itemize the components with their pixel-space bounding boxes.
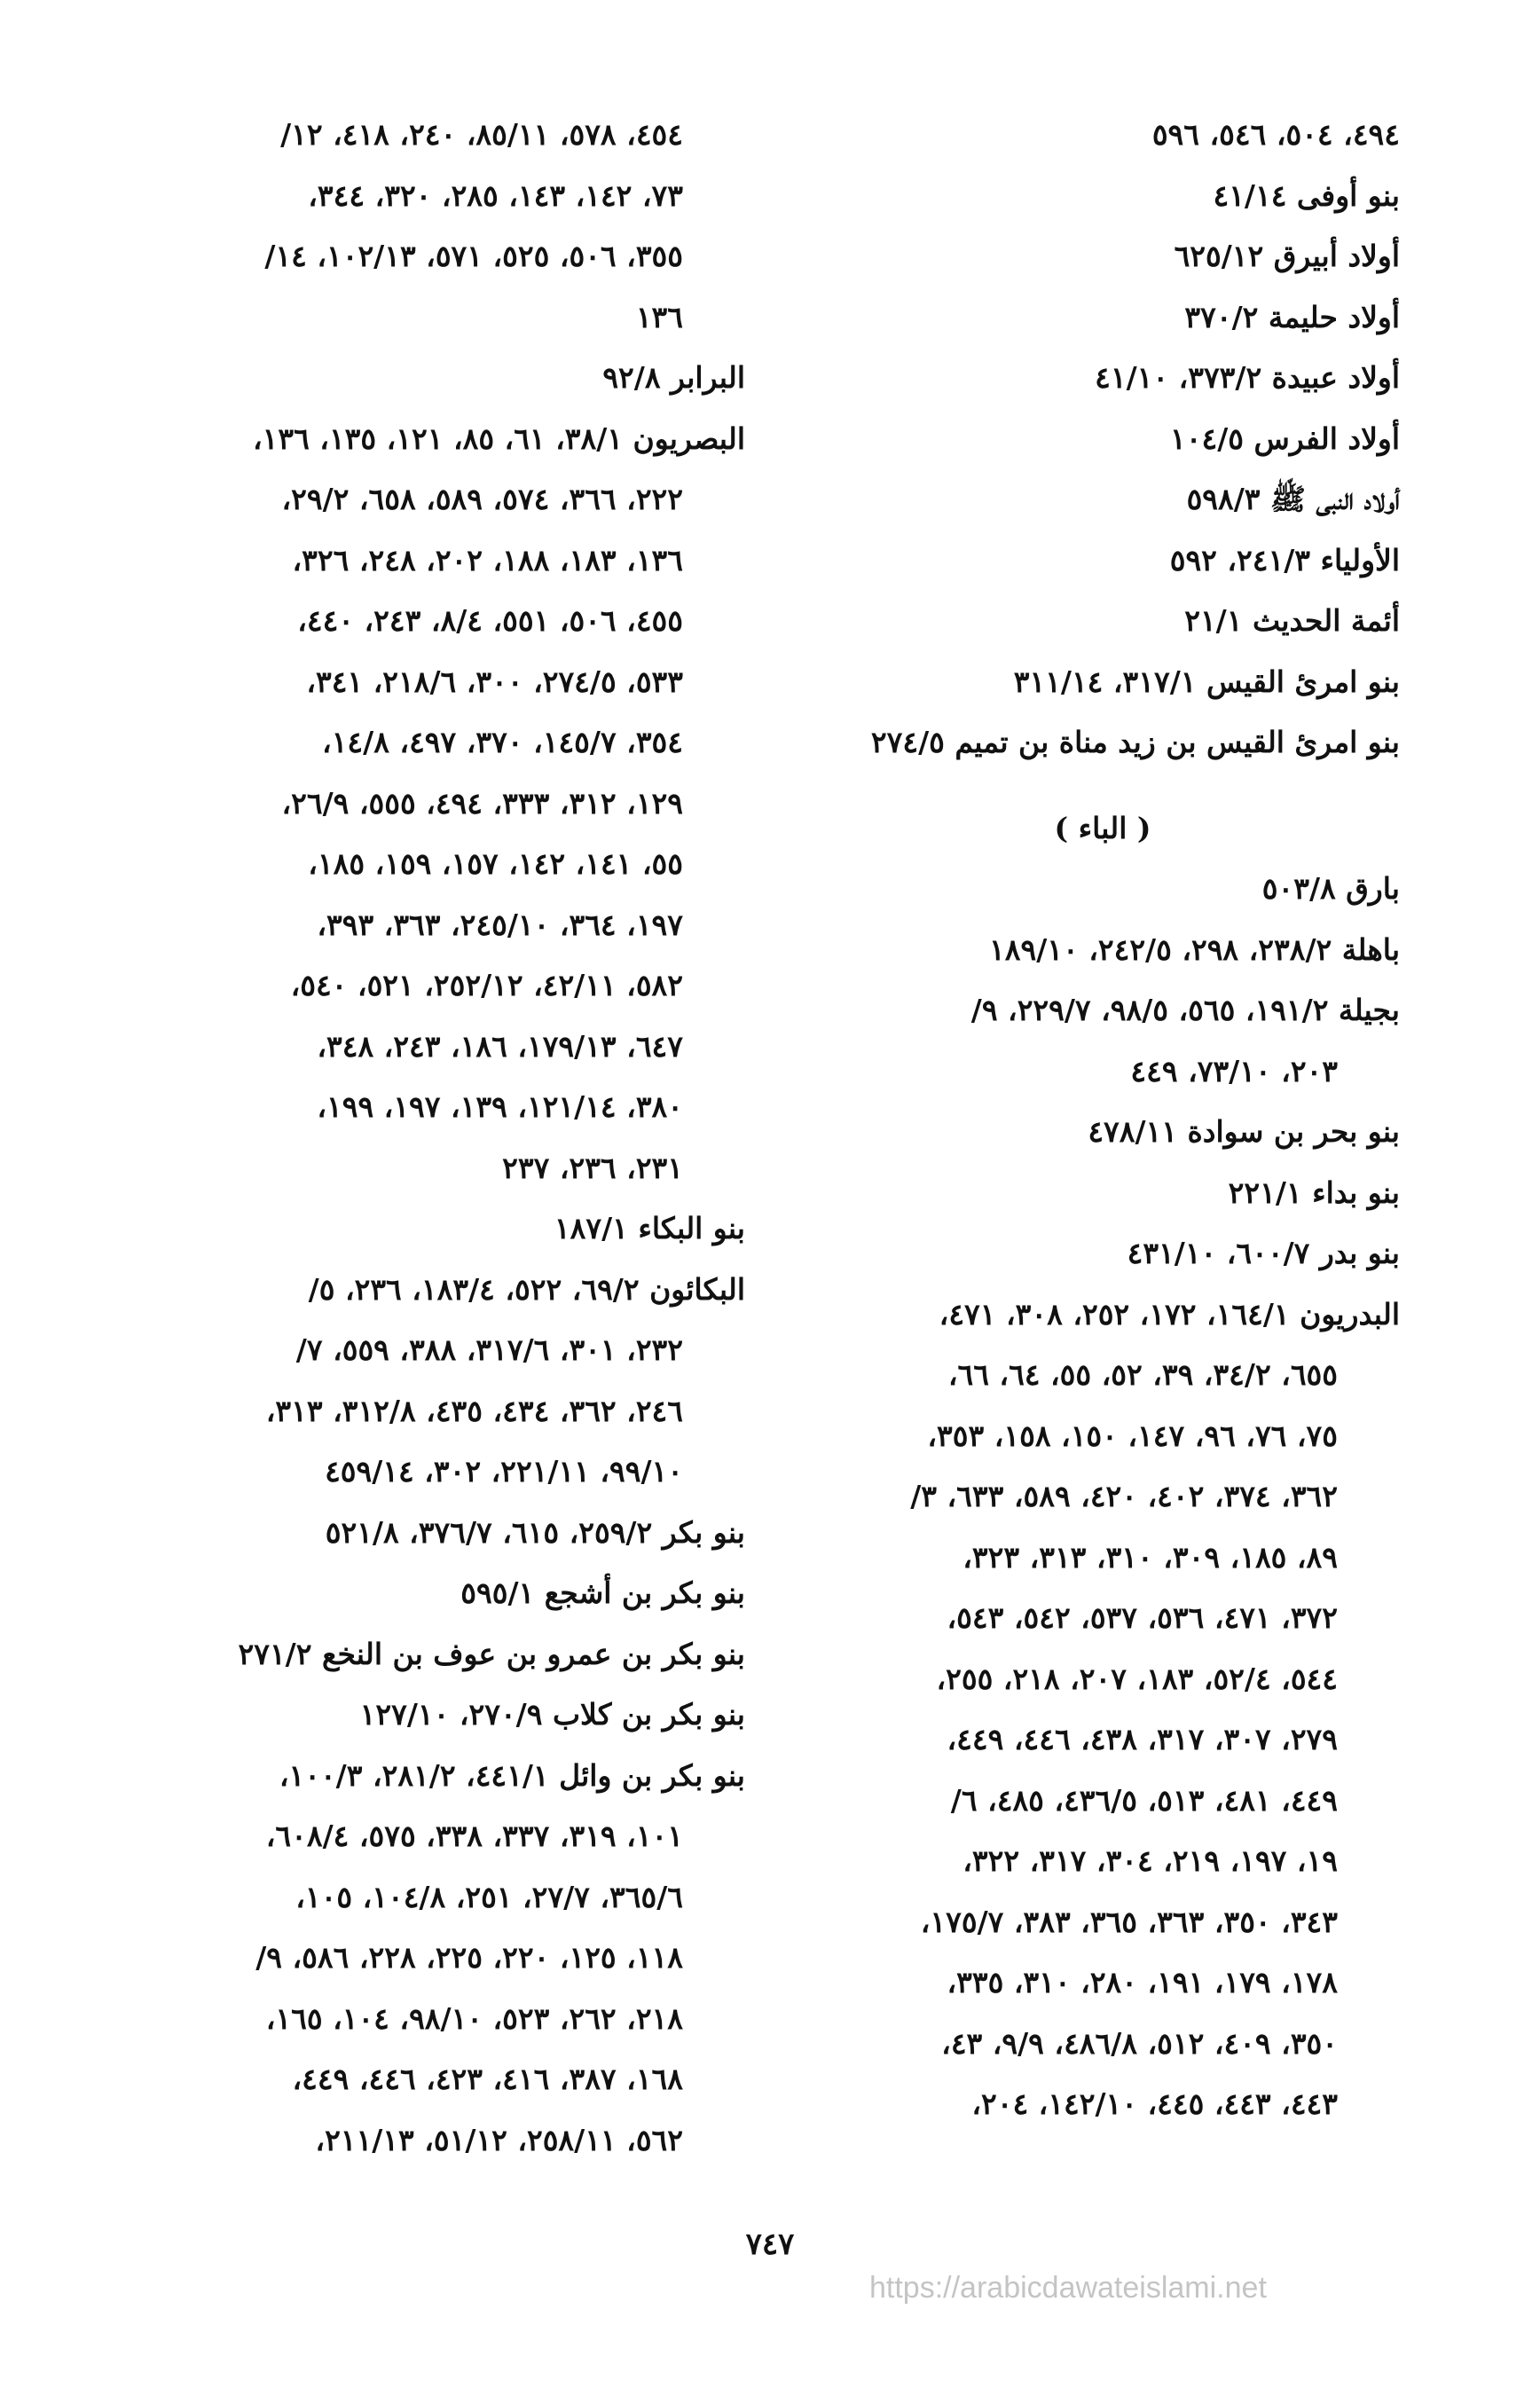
index-continuation: ٣٦٥/٦، ٢٧/٧، ٢٥١، ١٠٤/٨، ١٠٥، (295, 1879, 683, 1914)
index-entry: بنو بكر بن عمرو بن عوف بن النخع ٢٧١/٢ (238, 1636, 745, 1671)
index-entry: أئمة الحديث ٢١/١ (1184, 603, 1400, 638)
section-heading-ba: ( الباء ) (1054, 810, 1151, 845)
index-entry: أولاد عبيدة ٣٧٣/٢، ٤١/١٠ (1095, 360, 1400, 395)
index-entry: باهلة ٢٣٨/٢، ٢٩٨، ٢٤٢/٥، ١٨٩/١٠ (989, 931, 1400, 967)
index-entry: البصريون ٣٨/١، ٦١، ٨٥، ١٢١، ١٣٥، ١٣٦، (252, 420, 745, 456)
index-entry: بنو امرئ القيس بن زيد مناة بن تميم ٢٧٤/٥ (870, 725, 1400, 759)
index-continuation: ٣٥٥، ٥٠٦، ٥٢٥، ٥٧١، ١٠٢/١٣، ١٤/ (264, 239, 683, 273)
index-continuation: ٣٨٠، ١٢١/١٤، ١٣٩، ١٩٧، ١٩٩، (317, 1089, 683, 1124)
index-entry: بنو بكر بن وائل ٤٤١/١، ٢٨١/٢، ١٠٠/٣، (279, 1757, 745, 1793)
index-continuation: ١٣٦ (635, 299, 683, 334)
index-entry: أولاد حليمة ٣٧٠/٢ (1184, 299, 1400, 334)
index-continuation: ٤٥٤، ٥٧٨، ٨٥/١١، ٢٤٠، ٤١٨، ١٢/ (280, 117, 683, 152)
index-continuation: ١٩، ١٩٧، ٢١٩، ٣٠٤، ٣١٧، ٣٢٢، (962, 1843, 1338, 1878)
index-continuation: ٢٣٢، ٣٠١، ٣١٧/٦، ٣٨٨، ٥٥٩، ٧/ (295, 1332, 683, 1367)
page-number: ٧٤٧ (745, 2227, 795, 2262)
index-continuation: ٢٤٦، ٣٦٢، ٤٣٤، ٤٣٥، ٣١٢/٨، ٣١٣، (265, 1393, 683, 1428)
index-entry: أولاد النبى ﷺ ٥٩٨/٣ (1186, 482, 1400, 516)
index-continuation: ٢٠٣، ٧٣/١٠، ٤٤٩ (1130, 1053, 1338, 1088)
watermark-url: https://arabicdawateislami.net (869, 2271, 1267, 2305)
index-continuation: ٣٥٤، ١٤٥/٧، ٣٧٠، ٤٩٧، ١٤/٨، (322, 725, 683, 759)
index-entry: بنو بكر بن أشجع ٥٩٥/١ (460, 1575, 745, 1610)
index-entry: الأولياء ٢٤١/٣، ٥٩٢ (1169, 542, 1400, 577)
index-continuation: ٧٥، ٧٦، ٩٦، ١٤٧، ١٥٠، ١٥٨، ٣٥٣، (927, 1418, 1338, 1453)
index-column-right (805, 105, 1400, 2135)
index-entry: البدريون ١٦٤/١، ١٧٢، ٢٥٢، ٣٠٨، ٤٧١، (939, 1296, 1400, 1332)
index-continuation: ٤٩٤، ٥٠٤، ٥٤٦، ٥٩٦ (1151, 117, 1400, 152)
index-continuation: ٢٢٢، ٣٦٦، ٥٧٤، ٥٨٩، ٦٥٨، ٢٩/٢، (281, 482, 683, 516)
index-continuation: ٢١٨، ٢٦٢، ٥٢٣، ٩٨/١٠، ١٠٤، ١٦٥، (265, 2000, 683, 2036)
index-entry: بنو بحر بن سوادة ٤٧٨/١١ (1088, 1114, 1400, 1149)
index-continuation: ١٣٦، ١٨٣، ١٨٨، ٢٠٢، ٢٤٨، ٣٢٦، (292, 542, 683, 577)
index-continuation: ١١٨، ١٢٥، ٢٢٠، ٢٢٥، ٢٢٨، ٥٨٦، ٩/ (255, 1940, 683, 1975)
index-continuation: ٥٦٢، ٢٥٨/١١، ٥١/١٢، ٢١١/١٣، (315, 2122, 683, 2157)
index-continuation: ١٢٩، ٣١٢، ٣٣٣، ٤٩٤، ٥٥٥، ٢٦/٩، (281, 785, 683, 821)
index-continuation: ١٩٧، ٣٦٤، ٢٤٥/١٠، ٣٦٣، ٣٩٣، (317, 907, 683, 942)
index-entry: أولاد أبيرق ٦٢٥/١٢ (1174, 239, 1400, 273)
index-continuation: ٥٨٢، ٤٢/١١، ٢٥٢/١٢، ٥٢١، ٥٤٠، (290, 968, 683, 1002)
index-entry: بنو بداء ٢٢١/١ (1228, 1175, 1400, 1210)
index-entry: أولاد الفرس ١٠٤/٥ (1170, 420, 1400, 456)
index-continuation: ٣٦٢، ٣٧٤، ٤٠٢، ٤٢٠، ٥٨٩، ٦٣٣، ٣/ (910, 1479, 1338, 1513)
index-continuation: ٦٥٥، ٣٤/٢، ٣٩، ٥٢، ٥٥، ٦٤، ٦٦، (947, 1357, 1338, 1392)
index-continuation: ٩٩/١٠، ٢٢١/١١، ٣٠٢، ٤٥٩/١٤ (325, 1454, 683, 1489)
index-entry: بنو امرئ القيس ٣١٧/١، ٣١١/١٤ (1013, 664, 1400, 699)
index-continuation: ٥٥، ١٤١، ١٤٢، ١٥٧، ١٥٩، ١٨٥، (308, 846, 683, 881)
index-continuation: ٣٥٠، ٤٠٩، ٥١٢، ٤٨٦/٨، ٩/٩، ٤٣، (941, 2025, 1338, 2061)
index-continuation: ١٦٨، ٣٨٧، ٤١٦، ٤٢٣، ٤٤٦، ٤٤٩، (292, 2062, 683, 2096)
index-continuation: ٢٧٩، ٣٠٧، ٣١٧، ٤٣٨، ٤٤٦، ٤٤٩، (947, 1722, 1338, 1756)
index-continuation: ٨٩، ١٨٥، ٣٠٩، ٣١٠، ٣١٣، ٣٢٣، (962, 1539, 1338, 1575)
index-continuation: ٦٤٧، ١٧٩/١٣، ١٨٦، ٢٤٣، ٣٤٨، (317, 1028, 683, 1064)
index-entry: البرابر ٩٢/٨ (602, 360, 745, 395)
index-continuation: ١٠١، ٣١٩، ٣٣٧، ٣٣٨، ٥٧٥، ٦٠٨/٤، (265, 1819, 683, 1853)
index-continuation: ٤٤٣، ٤٤٣، ٤٤٥، ١٤٢/١٠، ٢٠٤، (971, 2086, 1338, 2121)
index-continuation: ٧٣، ١٤٢، ١٤٣، ٢٨٥، ٣٢٠، ٣٤٤، (308, 177, 683, 213)
index-entry: بنو بكر ٢٥٩/٢، ٦١٥، ٣٧٦/٧، ٥٢١/٨ (325, 1514, 745, 1550)
index-continuation: ٤٥٥، ٥٠٦، ٥٥١، ٨/٤، ٢٤٣، ٤٤٠، (297, 603, 683, 638)
index-entry: بارق ٥٠٣/٨ (1261, 871, 1400, 906)
index-continuation: ٣٧٢، ٤٧١، ٥٣٦، ٥٣٧، ٥٤٢، ٥٤٣، (947, 1600, 1338, 1635)
index-entry: بنو بدر ٦٠٠/٧، ٤٣١/١٠ (1127, 1236, 1400, 1270)
index-continuation: ٥٣٣، ٢٧٤/٥، ٣٠٠، ٢١٨/٦، ٣٤١، (306, 664, 683, 699)
index-continuation: ٣٤٣، ٣٥٠، ٣٦٣، ٣٦٥، ٣٨٣، ١٧٥/٧، (920, 1904, 1338, 1939)
index-column-left (142, 105, 745, 2171)
index-entry: بنو بكر بن كلاب ٢٧٠/٩، ١٢٧/١٠ (359, 1697, 745, 1732)
index-continuation: ٥٤٤، ٥٢/٤، ١٨٣، ٢٠٧، ٢١٨، ٢٥٥، (936, 1661, 1338, 1696)
index-entry: بجيلة ١٩١/٢، ٥٦٥، ٩٨/٥، ٢٢٩/٧، ٩/ (970, 993, 1400, 1027)
index-entry: بنو أوفى ٤١/١٤ (1213, 177, 1400, 213)
index-entry: بنو البكاء ١٨٧/١ (554, 1211, 745, 1245)
index-continuation: ١٧٨، ١٧٩، ١٩١، ٢٨٠، ٣١٠، ٣٣٥، (947, 1965, 1338, 1999)
index-continuation: ٤٤٩، ٤٨١، ٥١٣، ٤٣٦/٥، ٤٨٥، ٦/ (950, 1782, 1338, 1818)
index-continuation: ٢٣١، ٢٣٦، ٢٣٧ (502, 1150, 683, 1185)
index-entry: البكائون ٦٩/٢، ٥٢٢، ١٨٣/٤، ٢٣٦، ٥/ (308, 1271, 745, 1307)
